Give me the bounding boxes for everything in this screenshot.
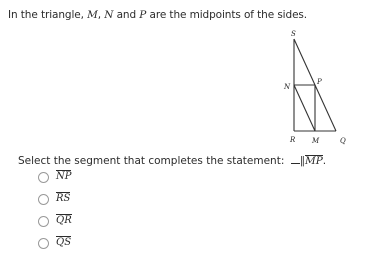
statement-period: . bbox=[322, 155, 327, 167]
choice-qr[interactable] bbox=[38, 212, 98, 232]
triangle-figure bbox=[280, 28, 360, 154]
statement-prefix: Select the segment that completes the statement: bbox=[18, 155, 288, 167]
midpoint-p: P bbox=[139, 9, 147, 21]
choice-label: QS bbox=[56, 237, 72, 248]
label-r: R bbox=[290, 136, 296, 144]
midpoint-m: M bbox=[87, 9, 98, 21]
parallel-symbol: ∥ bbox=[299, 155, 305, 167]
radio-icon[interactable] bbox=[38, 216, 49, 227]
label-q: Q bbox=[340, 137, 346, 145]
radio-icon[interactable] bbox=[38, 172, 49, 183]
choice-qs[interactable] bbox=[38, 234, 98, 254]
radio-icon[interactable] bbox=[38, 238, 49, 249]
label-p: P bbox=[317, 78, 322, 86]
question-comma: , bbox=[97, 9, 105, 21]
statement-text bbox=[18, 155, 326, 167]
choice-label: RS bbox=[56, 193, 71, 204]
midpoint-n: N bbox=[104, 9, 114, 21]
radio-icon[interactable] bbox=[38, 194, 49, 205]
label-s: S bbox=[291, 30, 296, 38]
choice-np[interactable] bbox=[38, 168, 98, 188]
answer-blank bbox=[291, 163, 300, 164]
question-and: and bbox=[113, 9, 140, 21]
question-prefix: In the triangle, bbox=[8, 9, 88, 21]
label-n: N bbox=[284, 83, 291, 91]
choice-rs[interactable] bbox=[38, 190, 98, 210]
question-suffix: are the midpoints of the sides. bbox=[146, 9, 308, 21]
choice-label: NP bbox=[56, 171, 72, 182]
statement-segment: MP bbox=[304, 155, 323, 167]
segment-nm bbox=[294, 85, 315, 131]
label-m: M bbox=[312, 137, 320, 145]
question-text bbox=[8, 9, 307, 21]
choice-label: QR bbox=[56, 215, 72, 226]
